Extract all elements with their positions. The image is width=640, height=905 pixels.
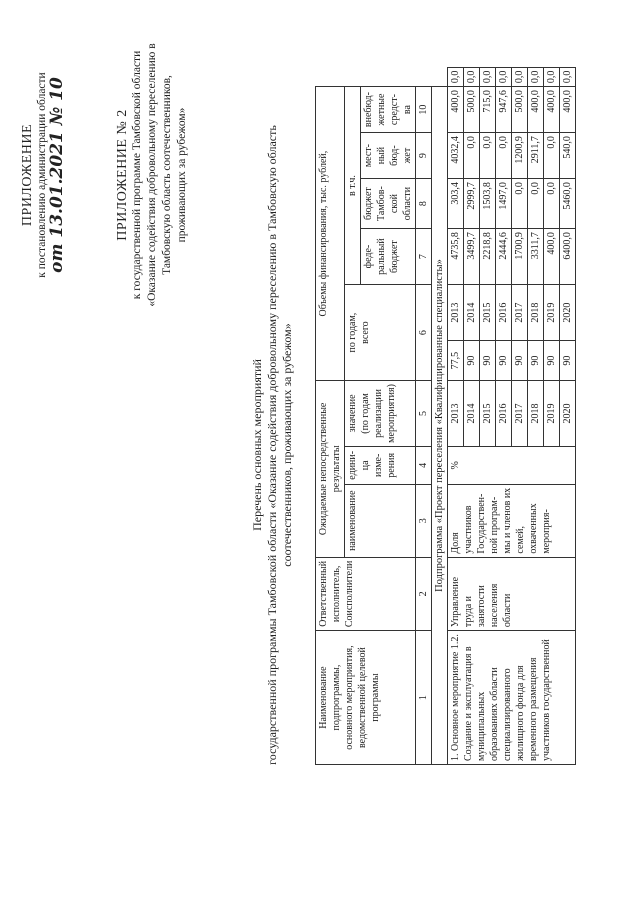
fin-regional: 540,0: [560, 133, 576, 179]
fin-local: 400,0: [544, 87, 560, 133]
fin-extrabudget: 0,0: [496, 67, 512, 87]
title-line3: соотечественников, проживающих за рубежом»: [280, 323, 294, 567]
fin-federal: 2999,7: [464, 179, 480, 229]
col-num: 6: [416, 285, 432, 381]
fin-year: 2013: [448, 285, 464, 341]
header-responsible: Ответственный исполнитель, Соисполнители: [316, 557, 416, 631]
indicator-year: 2013: [448, 381, 464, 447]
col-num: 3: [416, 484, 432, 557]
document-title: [250, 125, 295, 765]
fin-extrabudget: 0,0: [512, 67, 528, 87]
indicator-value: 90: [496, 341, 512, 381]
fin-year: 2014: [464, 285, 480, 341]
appendix-header: [20, 25, 65, 325]
fin-federal: 0,0: [512, 179, 528, 229]
handwritten-date: от 13.01.2021 № 10: [47, 77, 67, 273]
col-num: 5: [416, 381, 432, 447]
indicator-value: 90: [528, 341, 544, 381]
appendix2-line4: проживающих за рубежом»: [176, 107, 188, 243]
fin-total: 400,0: [544, 229, 560, 285]
fin-federal: 0,0: [528, 179, 544, 229]
appendix2-line1: к государственной программе Тамбовской области: [131, 50, 143, 300]
fin-local: 400,0: [528, 87, 544, 133]
fin-year: 2015: [480, 285, 496, 341]
fin-regional: 0,0: [464, 133, 480, 179]
header-row-1: [316, 67, 345, 764]
indicator-value: 90: [544, 341, 560, 381]
fin-federal: 303,4: [448, 179, 464, 229]
col-num: 2: [416, 557, 432, 631]
indicator-year: 2019: [544, 381, 560, 447]
indicator-year: 2016: [496, 381, 512, 447]
fin-regional: 4032,4: [448, 133, 464, 179]
fin-regional: 2911,7: [528, 133, 544, 179]
header-regional: бюджет Тамбов- ской области: [361, 179, 416, 229]
indicator-value: 90: [560, 341, 576, 381]
fin-federal: 1503,8: [480, 179, 496, 229]
fin-extrabudget: 0,0: [560, 67, 576, 87]
appendix2-title: ПРИЛОЖЕНИЕ № 2: [115, 109, 130, 241]
fin-total: 4735,8: [448, 229, 464, 285]
fin-extrabudget: 0,0: [528, 67, 544, 87]
fin-regional: 0,0: [496, 133, 512, 179]
indicator-unit: %: [448, 446, 576, 484]
fin-extrabudget: 0,0: [544, 67, 560, 87]
fin-federal: 5460,0: [560, 179, 576, 229]
fin-extrabudget: 0,0: [464, 67, 480, 87]
indicator-year: 2014: [464, 381, 480, 447]
activities-table: [315, 67, 576, 765]
col-num: 7: [416, 229, 432, 285]
header-years-total: по годам, всего: [345, 285, 416, 381]
header-expected: Ожидаемые непосредственные результаты: [316, 381, 345, 558]
header-extrabudget: внебюд- жетные средст- ва: [361, 87, 416, 133]
fin-year: 2016: [496, 285, 512, 341]
title-line1: Перечень основных мероприятий: [250, 359, 264, 531]
indicator-year: 2020: [560, 381, 576, 447]
fin-local: 400,0: [560, 87, 576, 133]
fin-total: 2218,8: [480, 229, 496, 285]
fin-year: 2018: [528, 285, 544, 341]
fin-local: 500,0: [512, 87, 528, 133]
header-name: Наименование подпрограммы, основного мероприятия, ведомственной целевой программы: [316, 631, 416, 765]
col-num: 10: [416, 87, 432, 133]
header-local: мест- ный бюд- жет: [361, 133, 416, 179]
indicator-name: Доля участников Государствен- ной програм- мы и членов их семей, охваченных мероприя-: [448, 484, 576, 557]
header-federal: феде- ральный бюджет: [361, 229, 416, 285]
fin-regional: 1200,9: [512, 133, 528, 179]
header-indicator-name: наименование: [345, 484, 416, 557]
fin-local: 500,0: [464, 87, 480, 133]
subprogram-title: Подпрограмма «Проект переселения «Квалифицированные специалисты»: [432, 87, 448, 765]
fin-year: 2017: [512, 285, 528, 341]
fin-year: 2019: [544, 285, 560, 341]
fin-total: 2444,6: [496, 229, 512, 285]
indicator-year: 2017: [512, 381, 528, 447]
appendix2-header: [115, 5, 190, 345]
appendix-title: ПРИЛОЖЕНИЕ: [20, 123, 35, 227]
fin-federal: 1497,0: [496, 179, 512, 229]
table-row: [448, 67, 464, 764]
fin-local: 400,0: [448, 87, 464, 133]
subprogram-row: [432, 67, 448, 764]
fin-total: 3499,7: [464, 229, 480, 285]
col-num: 9: [416, 133, 432, 179]
fin-extrabudget: 0,0: [480, 67, 496, 87]
indicator-year: 2015: [480, 381, 496, 447]
fin-total: 3311,7: [528, 229, 544, 285]
header-unit: едини- ца изме- рения: [345, 446, 416, 484]
fin-federal: 0,0: [544, 179, 560, 229]
fin-local: 715,0: [480, 87, 496, 133]
fin-year: 2020: [560, 285, 576, 341]
indicator-year: 2018: [528, 381, 544, 447]
col-num: 4: [416, 446, 432, 484]
activity-name: 1. Основное мероприятие 1.2. Создание и эксплуатация в муниципальных образованиях области специализированного жилищного фонда для временного размещения участников государственной: [448, 631, 576, 765]
appendix2-line2: «Оказание содействия добровольному переселению в: [146, 43, 158, 307]
header-value: значение (по годам реализации мероприятия): [345, 381, 416, 447]
indicator-value: 90: [480, 341, 496, 381]
fin-local: 947,6: [496, 87, 512, 133]
fin-extrabudget: 0,0: [448, 67, 464, 87]
indicator-value: 77,5: [448, 341, 464, 381]
header-including: в т.ч.: [345, 87, 361, 285]
appendix-line: к постановлению администрации области: [36, 72, 48, 278]
appendix2-line3: Тамбовскую область соотечественников,: [161, 75, 173, 275]
fin-regional: 0,0: [480, 133, 496, 179]
indicator-value: 90: [512, 341, 528, 381]
indicator-value: 90: [464, 341, 480, 381]
fin-total: 6400,0: [560, 229, 576, 285]
column-numbers-row: [416, 67, 432, 764]
fin-total: 1700,9: [512, 229, 528, 285]
title-line2: государственной программы Тамбовской области «Оказание содействия добровольному переселению в Тамбовскую область: [265, 125, 279, 765]
col-num: 1: [416, 631, 432, 765]
header-financing: Объемы финансирования, тыс. рублей,: [316, 87, 345, 381]
responsible-executor: Управление труда и занятости населения области: [448, 557, 576, 631]
col-num: 8: [416, 179, 432, 229]
fin-regional: 0,0: [544, 133, 560, 179]
